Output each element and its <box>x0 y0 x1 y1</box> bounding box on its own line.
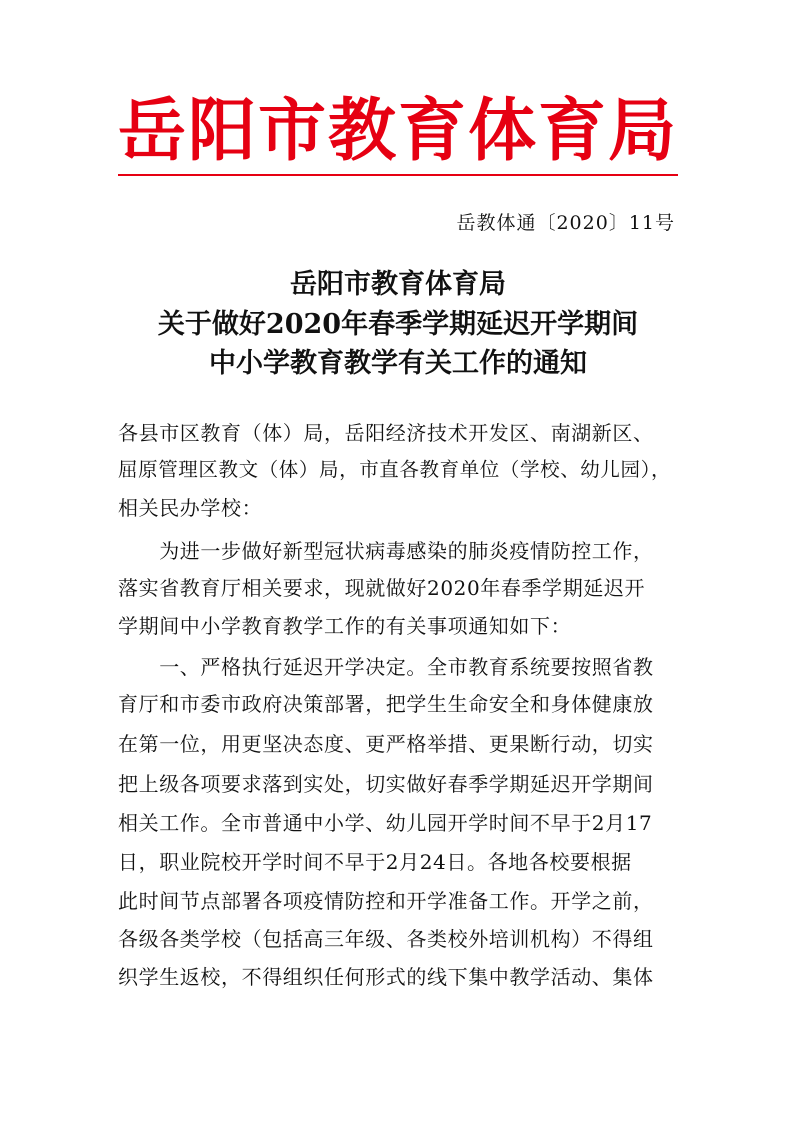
body-line: 为进一步做好新型冠状病毒感染的肺炎疫情防控工作， <box>118 539 654 563</box>
body-line: 在第一位，用更坚决态度、更严格举措、更果断行动，切实 <box>118 732 654 756</box>
red-separator-line <box>118 174 678 176</box>
body-line: 相关工作。全市普通中小学、幼儿园开学时间不早于2月17 <box>118 811 653 835</box>
red-header-org-name: 岳阳市教育体育局 <box>118 91 679 171</box>
document-number: 岳教体通〔2020〕11号 <box>456 212 675 234</box>
title-line-1: 岳阳市教育体育局 <box>290 269 506 300</box>
body-line: 各县市区教育（体）局，岳阳经济技术开发区、南湖新区、 <box>118 421 654 445</box>
body-line: 日，职业院校开学时间不早于2月24日。各地各校要根据 <box>118 850 632 874</box>
body-line: 学期间中小学教育教学工作的有关事项通知如下： <box>118 614 572 638</box>
body-line: 屈原管理区教文（体）局，市直各教育单位（学校、幼儿园）， <box>118 458 672 481</box>
title-line-2: 关于做好2020年春季学期延迟开学期间 <box>157 309 639 340</box>
body-line: 育厅和市委市政府决策部署，把学生生命安全和身体健康放 <box>118 692 654 716</box>
body-line: 此时间节点部署各项疫情防控和开学准备工作。开学之前， <box>118 889 654 913</box>
body-line: 把上级各项要求落到实处，切实做好春季学期延迟开学期间 <box>118 772 654 796</box>
body-line: 织学生返校，不得组织任何形式的线下集中教学活动、集体 <box>118 965 654 989</box>
body-line: 各级各类学校（包括高三年级、各类校外培训机构）不得组 <box>118 927 654 951</box>
title-line-3: 中小学教育教学有关工作的通知 <box>209 348 587 379</box>
body-line: 相关民办学校： <box>118 496 263 520</box>
body-line: 落实省教育厅相关要求，现就做好2020年春季学期延迟开 <box>118 576 646 600</box>
body-line: 一、严格执行延迟开学决定。全市教育系统要按照省教 <box>118 655 654 679</box>
